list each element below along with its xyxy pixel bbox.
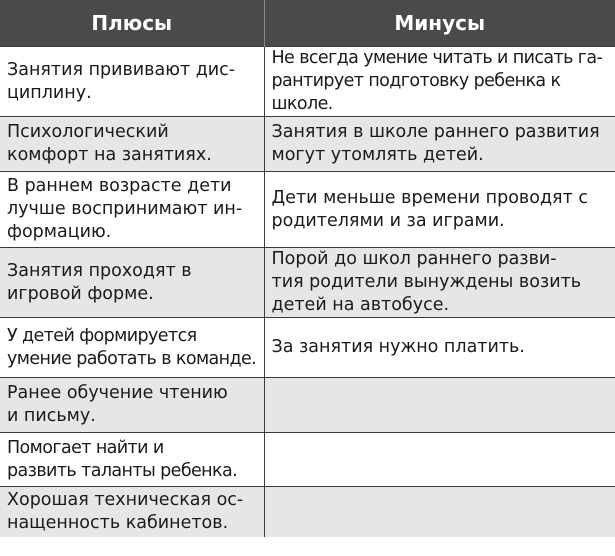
pros-header: Плюсы: [0, 0, 264, 47]
table-row: [0, 318, 615, 378]
pros-cell: Помогает найти и развить таланты ребенка.: [0, 433, 264, 487]
cons-cell: Дети меньше времени проводят с родителями и за играми.: [264, 172, 615, 248]
cons-cell: За занятия нужно платить.: [264, 318, 615, 378]
cons-cell: Не всегда умение читать и писать га- рантирует подготовку ребенка к школе.: [264, 47, 615, 117]
pros-cell: У детей формируется умение работать в команде.: [0, 318, 264, 378]
table-row: [0, 433, 615, 487]
table-row: [0, 248, 615, 318]
cons-header: Минусы: [264, 0, 615, 47]
pros-cell: Психологический комфорт на занятиях.: [0, 117, 264, 172]
table-row: [0, 47, 615, 117]
table-row: [0, 117, 615, 172]
table-row: [0, 378, 615, 433]
cons-cell: [264, 487, 615, 538]
pros-cell: Занятия проходят в игровой форме.: [0, 248, 264, 318]
table-row: [0, 487, 615, 538]
pros-cell: Хорошая техническая ос- нащенность кабинетов.: [0, 487, 264, 538]
cons-cell: [264, 433, 615, 487]
cons-cell: Порой до школ раннего разви- тия родители вынуждены возить детей на автобусе.: [264, 248, 615, 318]
cons-cell: [264, 378, 615, 433]
pros-cell: В раннем возрасте дети лучше воспринимают ин- формацию.: [0, 172, 264, 248]
table-row: [0, 172, 615, 248]
cons-cell: Занятия в школе раннего развития могут утомлять детей.: [264, 117, 615, 172]
header-row: [0, 0, 615, 47]
pros-cell: Занятия прививают дис- циплину.: [0, 47, 264, 117]
pros-cell: Ранее обучение чтению и письму.: [0, 378, 264, 433]
